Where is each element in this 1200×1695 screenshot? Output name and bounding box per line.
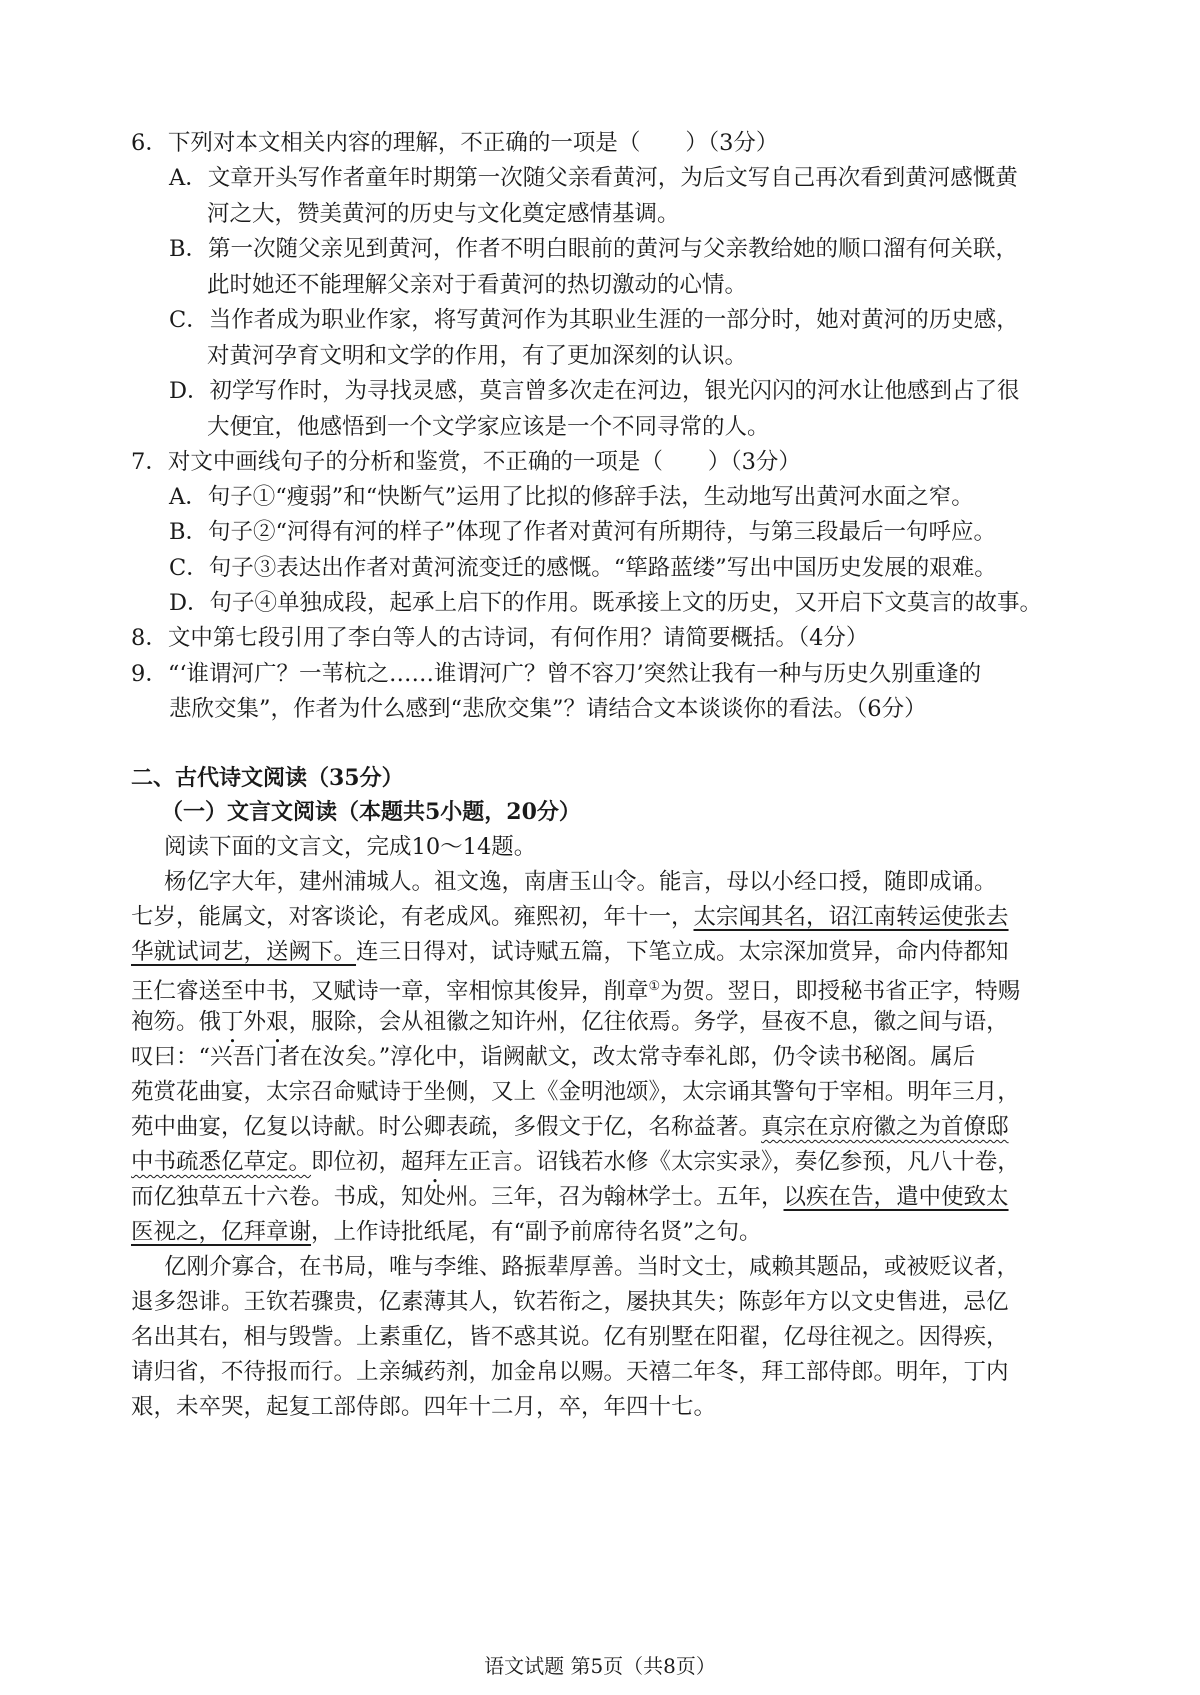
passage-line: 艰，未卒哭，起复工部侍郎。四年十二月，卒，年四十七。 — [131, 1394, 717, 1420]
passage-text: 七岁，能属文，对客谈论，有老成风。雍熙初，年十一， — [131, 904, 694, 930]
passage-line — [131, 1179, 1009, 1215]
passage-text: 苑中曲宴，亿复以诗献。时公卿表疏，多假文于亿，名称益著。 — [131, 1114, 762, 1140]
passage-text: 左正言。诏钱若水修《太宗实录》，奏亿参预，凡八十卷， — [446, 1149, 1020, 1175]
q7-option-a: A．句子①“瘦弱”和“快断气”运用了比拟的修辞手法，生动地写出黄河水面之窄。 — [169, 484, 974, 510]
underlined-sentence: 以疾在告，遣中使致太 — [783, 1184, 1009, 1210]
wavy-underlined-sentence: 中书疏悉亿草定。 — [131, 1149, 312, 1175]
passage-line: 叹曰：“兴吾门者在汝矣。”淳化中，诣阙献文，改太常寺奉礼郎，仍令读书秘阁。属后 — [131, 1044, 976, 1070]
section2-subtitle: （一）文言文阅读（本题共5小题，20分） — [161, 799, 581, 825]
q6-option-c: C．当作者成为职业作家，将写黄河作为其职业生涯的一部分时，她对黄河的历史感， — [169, 307, 1019, 333]
dotted-word: 艰 — [266, 1009, 289, 1035]
passage-text: 外 — [243, 1009, 267, 1035]
underlined-sentence: 华就试词艺，送阙下。 — [131, 939, 357, 965]
q7-option-c: C．句子③表达出作者对黄河流变迁的感慨。“筚路蓝缕”写出中国历史发展的艰难。 — [169, 555, 997, 581]
q7-stem: 7．对文中画线句子的分析和鉴赏，不正确的一项是（ ）（3分） — [131, 449, 801, 475]
q6-option-a: A．文章开头写作者童年时期第一次随父亲看黄河，为后文写自己再次看到黄河感慨黄 — [169, 165, 1018, 191]
q6-option-d: D．初学写作时，为寻找灵感，莫言曾多次走在河边，银光闪闪的河水让他感到占了很 — [169, 378, 1020, 404]
q6-option-a-cont: 河之大，赞美黄河的历史与文化奠定感情基调。 — [207, 201, 680, 227]
q9-line1: 9．“‘谁谓河广？一苇杭之……谁谓河广？曾不容刀’突然让我有一种与历史久别重逢的 — [131, 661, 982, 687]
passage-line — [131, 1109, 1009, 1145]
q8: 8．文中第七段引用了李白等人的古诗词，有何作用？请简要概括。（4分） — [131, 625, 869, 651]
passage-line: 苑赏花曲宴，太宗召命赋诗于坐侧，又上《金明池颂》，太宗诵其警句于宰相。明年三月， — [131, 1079, 1020, 1105]
passage-line: 杨亿字大年，建州浦城人。祖文逸，南唐玉山令。能言，母以小经口授，随即成诵。 — [164, 869, 997, 895]
q6-option-b-cont: 此时她还不能理解父亲对于看黄河的热切激动的心情。 — [207, 272, 748, 298]
q7-option-d: D．句子④单独成段，起承上启下的作用。既承接上文的历史，又开启下文莫言的故事。 — [169, 590, 1043, 616]
q6-option-d-cont: 大便宜，他感悟到一个文学家应该是一个不同寻常的人。 — [207, 414, 770, 440]
passage-line: 名出其右，相与毁訾。上素重亿，皆不惑其说。亿有别墅在阳翟，亿母往视之。因得疾， — [131, 1324, 1009, 1350]
passage-text: 即位初，超 — [311, 1149, 424, 1175]
passage-line: 退多怨诽。王钦若骤贵，亿素薄其人，钦若衔之，屡抉其失；陈彭年方以文史售进，忌亿 — [131, 1289, 1009, 1315]
passage-text: 王仁睿送至中书，又赋诗一章，宰相惊其俊异，削章 — [131, 978, 649, 1005]
q7-option-b: B．句子②“河得有河的样子”体现了作者对黄河有所期待，与第三段最后一句呼应。 — [169, 519, 997, 545]
passage-text: ，服除，会从祖徽之知许州，亿往依焉。务学，昼夜不息，徽之间与语， — [288, 1009, 1009, 1035]
passage-line: 请归省，不待报而行。上亲缄药剂，加金帛以赐。天禧二年冬，拜工部侍郎。明年，丁内 — [131, 1359, 1009, 1385]
page-footer: 语文试题 第5页（共8页） — [484, 1654, 716, 1678]
passage-text: 连三日得对，试诗赋五篇，下笔立成。太宗深加赏异，命内侍都知 — [356, 939, 1009, 965]
q6-option-b: B．第一次随父亲见到黄河，作者不明白眼前的黄河与父亲教给她的顺口溜有何关联， — [169, 236, 1019, 262]
underlined-sentence: 太宗闻其名，诏江南转运使张去 — [693, 904, 1009, 930]
dotted-word: 拜 — [423, 1149, 447, 1175]
q6-stem: 6．下列对本文相关内容的理解，不正确的一项是（ ）（3分） — [131, 130, 779, 156]
section2-intro: 阅读下面的文言文，完成10～14题。 — [164, 834, 537, 860]
q9-line2: 悲欣交集”，作者为什么感到“悲欣交集”？请结合文本谈谈你的看法。（6分） — [169, 696, 927, 722]
passage-text: 为贺。翌日，即授秘书省正字，特赐 — [660, 978, 1021, 1005]
passage-text: 而亿独草五十六卷。书成，知处州。三年，召为翰林学士。五年， — [131, 1184, 784, 1210]
passage-line — [131, 899, 1009, 935]
wavy-underlined-sentence: 真宗在京府徽之为首僚邸 — [761, 1114, 1009, 1140]
section2-title: 二、古代诗文阅读（35分） — [131, 765, 404, 791]
q6-option-c-cont: 对黄河孕育文明和文学的作用，有了更加深刻的认识。 — [207, 343, 748, 369]
passage-text: ，上作诗批纸尾，有“副予前席待名贤”之句。 — [311, 1219, 762, 1245]
dotted-word: 丁 — [221, 1009, 244, 1035]
passage-line — [131, 934, 1009, 970]
passage-text: 袍笏。俄 — [131, 1009, 222, 1035]
underlined-sentence: 医视之，亿拜章谢 — [131, 1219, 312, 1245]
passage-line — [131, 1214, 762, 1250]
passage-line: 亿刚介寡合，在书局，唯与李维、路振辈厚善。当时文士，咸赖其题品，或被贬议者， — [164, 1254, 1020, 1280]
footnote-marker: ① — [648, 979, 661, 994]
